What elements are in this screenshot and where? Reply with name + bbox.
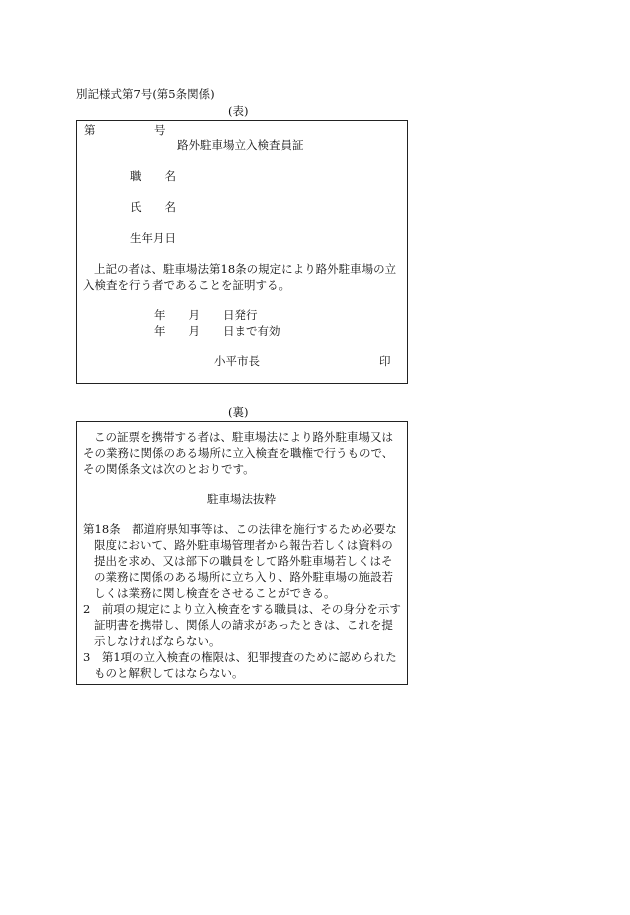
front-card — [76, 120, 408, 384]
certificate-title: 路外駐車場立入検査員証 — [177, 138, 304, 152]
field-job-title: 職 名 — [130, 169, 176, 183]
seal-mark: 印 — [379, 354, 391, 368]
certificate-number-suffix: 号 — [154, 123, 166, 137]
back-side-label: (裏) — [228, 405, 249, 419]
paragraph-2-line3: 示しなければならない。 — [94, 634, 221, 648]
issuer-name: 小平市長 — [214, 354, 260, 368]
field-name: 氏 名 — [130, 200, 176, 214]
field-birth-date: 生年月日 — [130, 231, 176, 245]
back-intro-line3: その関係条文は次のとおりです。 — [83, 462, 255, 476]
paragraph-3-line2: ものと解釈してはならない。 — [94, 666, 244, 680]
back-card — [76, 421, 408, 685]
back-intro-line1: この証票を携帯する者は、駐車場法により路外駐車場又は — [94, 430, 393, 444]
paragraph-2-line2: 証明書を携帯し、関係人の請求があったときは、これを提 — [94, 618, 393, 632]
valid-until-line: 年 月 日まで有効 — [154, 324, 281, 338]
issue-date-line: 年 月 日発行 — [154, 308, 258, 322]
article-18-line2: 限度において、路外駐車場管理者から報告若しくは資料の — [94, 538, 393, 552]
form-header: 別記様式第7号(第5条関係) — [76, 87, 215, 101]
paragraph-3-line1: 3 第1項の立入検査の権限は、犯罪捜査のために認められた — [83, 650, 397, 664]
back-intro-line2: その業務に関係のある場所に立入検査を職権で行うもので、 — [83, 446, 394, 460]
certificate-number-prefix: 第 — [84, 123, 96, 137]
certification-text-line1: 上記の者は、駐車場法第18条の規定により路外駐車場の立 — [94, 262, 397, 276]
certification-text-line2: 入検査を行う者であることを証明する。 — [83, 278, 290, 292]
excerpt-title: 駐車場法抜粋 — [207, 492, 276, 506]
article-18-line3: 提出を求め、又は部下の職員をして路外駐車場若しくはそ — [94, 554, 393, 568]
article-18-line5: しくは業務に関し検査をさせることができる。 — [94, 586, 336, 600]
article-18-line4: の業務に関係のある場所に立ち入り、路外駐車場の施設若 — [94, 570, 393, 584]
paragraph-2-line1: 2 前項の規定により立入検査をする職員は、その身分を示す — [83, 602, 401, 616]
front-side-label: (表) — [228, 104, 249, 118]
article-18-line1: 第18条 都道府県知事等は、この法律を施行するため必要な — [83, 522, 397, 536]
